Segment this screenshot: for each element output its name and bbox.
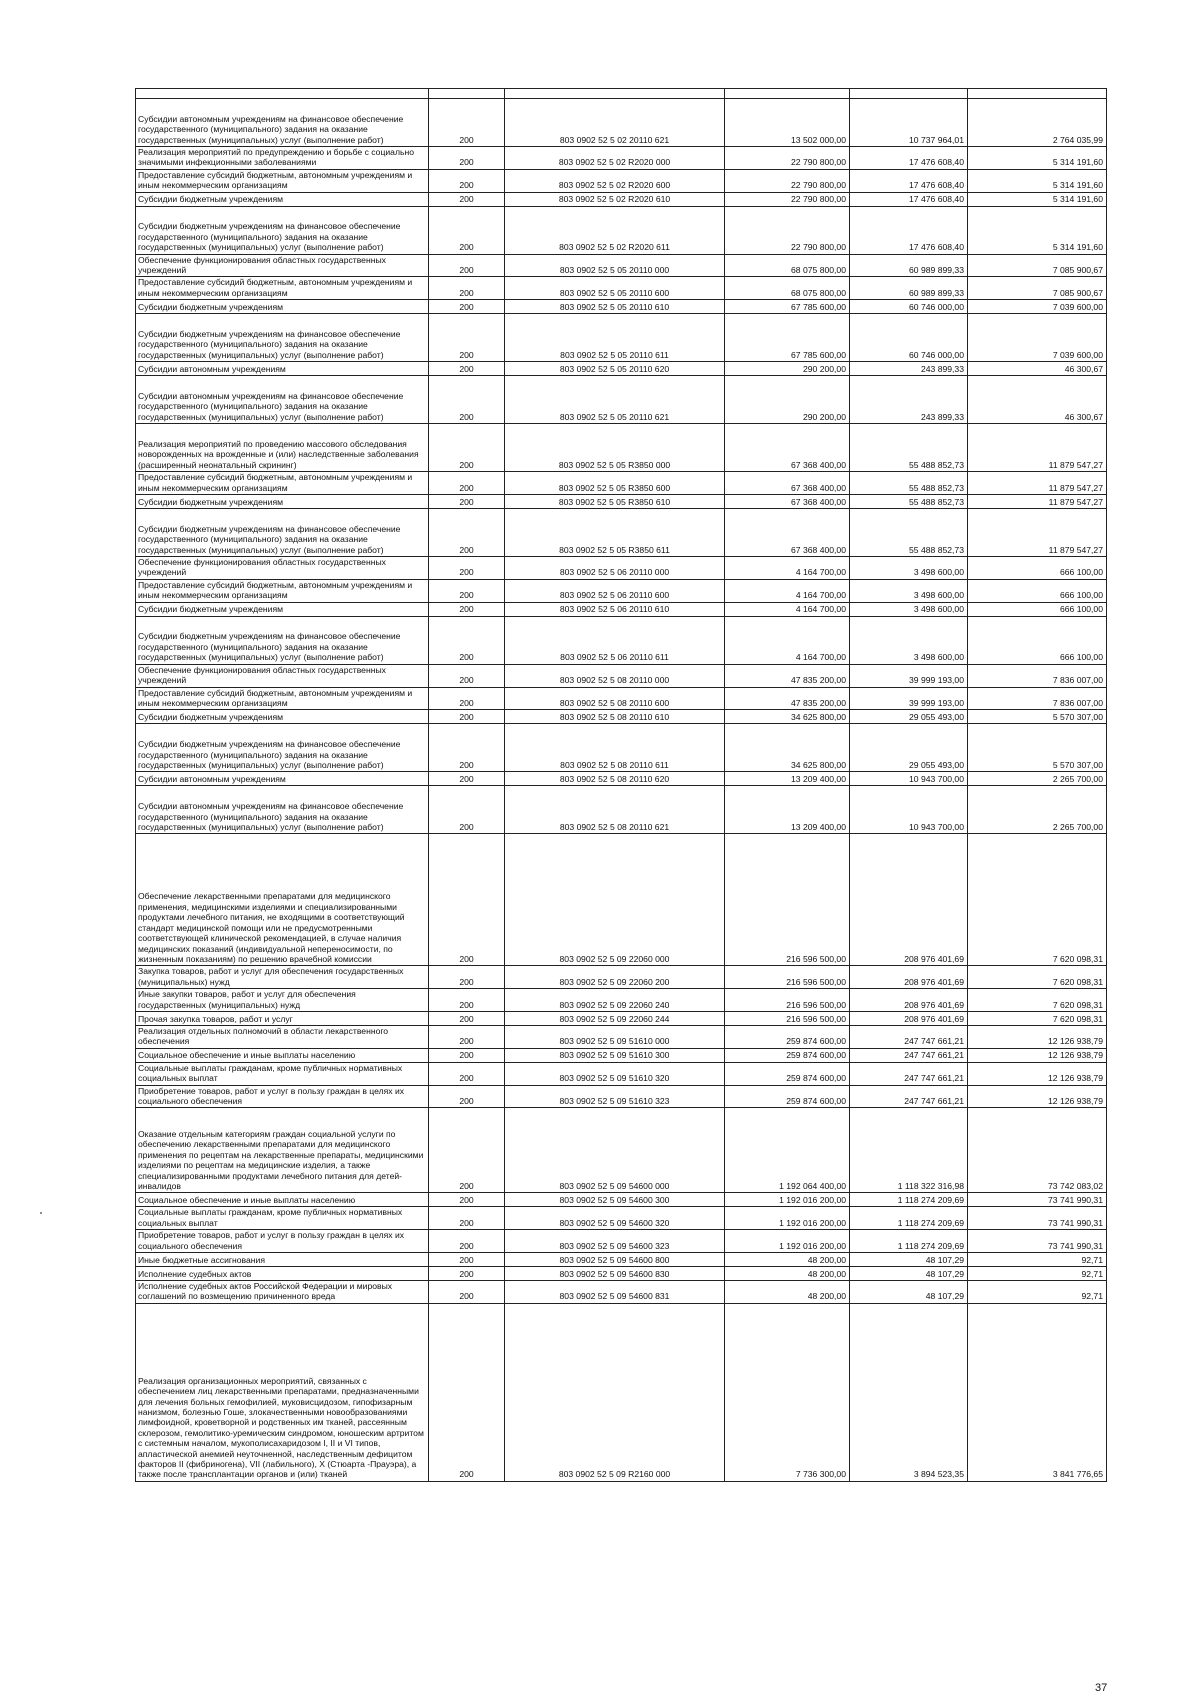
row-name: Реализация мероприятий по проведению массового обследования новорожденных на врожденные и (или) наследственные заболевания (расширенный неонатальный скрининг) [136, 424, 429, 472]
unexecuted-amount: 2 265 700,00 [968, 772, 1107, 786]
executed-amount: 55 488 852,73 [850, 509, 968, 557]
admin-code: 200 [429, 772, 505, 786]
row-name: Социальные выплаты гражданам, кроме публичных нормативных социальных выплат [136, 1207, 429, 1230]
approved-amount: 290 200,00 [725, 376, 850, 424]
unexecuted-amount: 46 300,67 [968, 362, 1107, 376]
table-row [136, 1025, 1107, 1048]
budget-classification-code: 803 0902 52 5 09 54600 000 [505, 1108, 725, 1193]
executed-amount: 1 118 274 209,69 [850, 1207, 968, 1230]
executed-amount: 48 107,29 [850, 1281, 968, 1304]
row-name: Социальное обеспечение и иные выплаты населению [136, 1193, 429, 1207]
row-name: Социальное обеспечение и иные выплаты населению [136, 1048, 429, 1062]
executed-amount: 208 976 401,69 [850, 1011, 968, 1025]
table-row [136, 147, 1107, 170]
top-cell [136, 89, 429, 99]
table-row [136, 1062, 1107, 1085]
approved-amount: 68 075 800,00 [725, 254, 850, 277]
row-name: Обеспечение функционирования областных государственных учреждений [136, 557, 429, 580]
row-name: Субсидии бюджетным учреждениям [136, 495, 429, 509]
approved-amount: 47 835 200,00 [725, 664, 850, 687]
approved-amount: 13 502 000,00 [725, 99, 850, 147]
row-name: Прочая закупка товаров, работ и услуг [136, 1011, 429, 1025]
executed-amount: 17 476 608,40 [850, 192, 968, 206]
admin-code: 200 [429, 1048, 505, 1062]
executed-amount: 247 747 661,21 [850, 1085, 968, 1108]
unexecuted-amount: 11 879 547,27 [968, 495, 1107, 509]
unexecuted-amount: 5 314 191,60 [968, 206, 1107, 254]
row-name: Социальные выплаты гражданам, кроме публичных нормативных социальных выплат [136, 1062, 429, 1085]
row-name: Реализация мероприятий по предупреждению и борьбе с социально значимыми инфекционными заболеваниями [136, 147, 429, 170]
admin-code: 200 [429, 1193, 505, 1207]
unexecuted-amount: 12 126 938,79 [968, 1025, 1107, 1048]
approved-amount: 34 625 800,00 [725, 724, 850, 772]
row-name: Субсидии автономным учреждениям на финансовое обеспечение государственного (муниципального) задания на оказание государственных (муниципальных) услуг (выполнение работ) [136, 376, 429, 424]
admin-code: 200 [429, 1281, 505, 1304]
table-row [136, 509, 1107, 557]
unexecuted-amount: 5 314 191,60 [968, 169, 1107, 192]
table-row [136, 989, 1107, 1012]
top-cell [505, 89, 725, 99]
executed-amount: 55 488 852,73 [850, 472, 968, 495]
admin-code: 200 [429, 1025, 505, 1048]
executed-amount: 60 746 000,00 [850, 300, 968, 314]
executed-amount: 60 989 899,33 [850, 254, 968, 277]
executed-amount: 247 747 661,21 [850, 1062, 968, 1085]
budget-classification-code: 803 0902 52 5 09 54600 800 [505, 1253, 725, 1267]
table-row [136, 834, 1107, 966]
unexecuted-amount: 666 100,00 [968, 616, 1107, 664]
budget-classification-code: 803 0902 52 5 08 20110 610 [505, 710, 725, 724]
unexecuted-amount: 73 741 990,31 [968, 1193, 1107, 1207]
budget-classification-code: 803 0902 52 5 02 R2020 000 [505, 147, 725, 170]
table-row [136, 277, 1107, 300]
row-name: Предоставление субсидий бюджетным, автономным учреждениям и иным некоммерческим организациям [136, 687, 429, 710]
approved-amount: 1 192 064 400,00 [725, 1108, 850, 1193]
approved-amount: 67 368 400,00 [725, 424, 850, 472]
executed-amount: 3 498 600,00 [850, 616, 968, 664]
budget-classification-code: 803 0902 52 5 09 22060 240 [505, 989, 725, 1012]
row-name: Закупка товаров, работ и услуг для обеспечения государственных (муниципальных) нужд [136, 966, 429, 989]
unexecuted-amount: 3 841 776,65 [968, 1303, 1107, 1481]
budget-classification-code: 803 0902 52 5 09 54600 831 [505, 1281, 725, 1304]
executed-amount: 10 943 700,00 [850, 786, 968, 834]
approved-amount: 48 200,00 [725, 1253, 850, 1267]
approved-amount: 48 200,00 [725, 1281, 850, 1304]
budget-classification-code: 803 0902 52 5 08 20110 000 [505, 664, 725, 687]
budget-classification-code: 803 0902 52 5 09 51610 300 [505, 1048, 725, 1062]
row-name: Оказание отдельным категориям граждан социальной услуги по обеспечению лекарственными препаратами для медицинского применения по рецептам на лекарственные препараты, медицинскими изделиями по рецептам на медицинские изделия, а также специализированными продуктами лечебного питания для детей-инвалидов [136, 1108, 429, 1193]
admin-code: 200 [429, 834, 505, 966]
approved-amount: 1 192 016 200,00 [725, 1207, 850, 1230]
table-row [136, 1048, 1107, 1062]
executed-amount: 48 107,29 [850, 1253, 968, 1267]
budget-classification-code: 803 0902 52 5 05 R3850 611 [505, 509, 725, 557]
approved-amount: 34 625 800,00 [725, 710, 850, 724]
executed-amount: 55 488 852,73 [850, 495, 968, 509]
admin-code: 200 [429, 786, 505, 834]
approved-amount: 22 790 800,00 [725, 206, 850, 254]
unexecuted-amount: 2 265 700,00 [968, 786, 1107, 834]
unexecuted-amount: 5 314 191,60 [968, 192, 1107, 206]
unexecuted-amount: 7 085 900,67 [968, 254, 1107, 277]
row-name: Субсидии автономным учреждениям на финансовое обеспечение государственного (муниципального) задания на оказание государственных (муниципальных) услуг (выполнение работ) [136, 786, 429, 834]
row-name: Предоставление субсидий бюджетным, автономным учреждениям и иным некоммерческим организациям [136, 579, 429, 602]
admin-code: 200 [429, 169, 505, 192]
executed-amount: 10 943 700,00 [850, 772, 968, 786]
table-row [136, 1207, 1107, 1230]
unexecuted-amount: 12 126 938,79 [968, 1085, 1107, 1108]
unexecuted-amount: 73 741 990,31 [968, 1230, 1107, 1253]
unexecuted-amount: 7 620 098,31 [968, 989, 1107, 1012]
table-row [136, 1267, 1107, 1281]
approved-amount: 22 790 800,00 [725, 147, 850, 170]
table-row [136, 1011, 1107, 1025]
approved-amount: 259 874 600,00 [725, 1048, 850, 1062]
budget-classification-code: 803 0902 52 5 09 54600 320 [505, 1207, 725, 1230]
unexecuted-amount: 12 126 938,79 [968, 1062, 1107, 1085]
admin-code: 200 [429, 206, 505, 254]
top-cell [968, 89, 1107, 99]
unexecuted-amount: 7 039 600,00 [968, 300, 1107, 314]
budget-classification-code: 803 0902 52 5 02 20110 621 [505, 99, 725, 147]
budget-classification-code: 803 0902 52 5 05 20110 611 [505, 314, 725, 362]
row-name: Приобретение товаров, работ и услуг в пользу граждан в целях их социального обеспечения [136, 1085, 429, 1108]
executed-amount: 55 488 852,73 [850, 424, 968, 472]
approved-amount: 1 192 016 200,00 [725, 1230, 850, 1253]
budget-classification-code: 803 0902 52 5 06 20110 600 [505, 579, 725, 602]
executed-amount: 48 107,29 [850, 1267, 968, 1281]
admin-code: 200 [429, 989, 505, 1012]
budget-classification-code: 803 0902 52 5 05 R3850 600 [505, 472, 725, 495]
unexecuted-amount: 2 764 035,99 [968, 99, 1107, 147]
budget-execution-table [135, 88, 1107, 1482]
budget-classification-code: 803 0902 52 5 08 20110 600 [505, 687, 725, 710]
table-row [136, 710, 1107, 724]
executed-amount: 243 899,33 [850, 362, 968, 376]
row-name: Предоставление субсидий бюджетным, автономным учреждениям и иным некоммерческим организациям [136, 472, 429, 495]
row-name: Субсидии бюджетным учреждениям на финансовое обеспечение государственного (муниципального) задания на оказание государственных (муниципальных) услуг (выполнение работ) [136, 616, 429, 664]
approved-amount: 259 874 600,00 [725, 1085, 850, 1108]
budget-classification-code: 803 0902 52 5 09 22060 000 [505, 834, 725, 966]
admin-code: 200 [429, 376, 505, 424]
table-row [136, 1108, 1107, 1193]
table-row [136, 314, 1107, 362]
executed-amount: 39 999 193,00 [850, 664, 968, 687]
budget-classification-code: 803 0902 52 5 06 20110 610 [505, 602, 725, 616]
admin-code: 200 [429, 724, 505, 772]
admin-code: 200 [429, 1085, 505, 1108]
table-row [136, 169, 1107, 192]
table-row [136, 664, 1107, 687]
admin-code: 200 [429, 1303, 505, 1481]
approved-amount: 216 596 500,00 [725, 966, 850, 989]
row-name: Субсидии бюджетным учреждениям на финансовое обеспечение государственного (муниципального) задания на оказание государственных (муниципальных) услуг (выполнение работ) [136, 314, 429, 362]
table-row [136, 99, 1107, 147]
unexecuted-amount: 7 620 098,31 [968, 1011, 1107, 1025]
unexecuted-amount: 92,71 [968, 1253, 1107, 1267]
row-name: Предоставление субсидий бюджетным, автономным учреждениям и иным некоммерческим организациям [136, 277, 429, 300]
table-row [136, 254, 1107, 277]
approved-amount: 22 790 800,00 [725, 192, 850, 206]
admin-code: 200 [429, 495, 505, 509]
row-name: Субсидии автономным учреждениям [136, 772, 429, 786]
approved-amount: 216 596 500,00 [725, 1011, 850, 1025]
table-row [136, 966, 1107, 989]
unexecuted-amount: 7 620 098,31 [968, 834, 1107, 966]
table-row [136, 687, 1107, 710]
executed-amount: 1 118 274 209,69 [850, 1230, 968, 1253]
budget-classification-code: 803 0902 52 5 05 R3850 610 [505, 495, 725, 509]
approved-amount: 48 200,00 [725, 1267, 850, 1281]
row-name: Субсидии бюджетным учреждениям на финансовое обеспечение государственного (муниципального) задания на оказание государственных (муниципальных) услуг (выполнение работ) [136, 724, 429, 772]
unexecuted-amount: 7 620 098,31 [968, 966, 1107, 989]
row-name: Обеспечение функционирования областных государственных учреждений [136, 664, 429, 687]
approved-amount: 67 785 600,00 [725, 300, 850, 314]
budget-classification-code: 803 0902 52 5 05 20110 621 [505, 376, 725, 424]
admin-code: 200 [429, 1207, 505, 1230]
approved-amount: 67 368 400,00 [725, 509, 850, 557]
admin-code: 200 [429, 579, 505, 602]
unexecuted-amount: 73 742 083,02 [968, 1108, 1107, 1193]
table-row [136, 472, 1107, 495]
table-body [136, 89, 1107, 1482]
admin-code: 200 [429, 509, 505, 557]
admin-code: 200 [429, 664, 505, 687]
budget-classification-code: 803 0902 52 5 06 20110 000 [505, 557, 725, 580]
table-row [136, 602, 1107, 616]
executed-amount: 1 118 322 316,98 [850, 1108, 968, 1193]
budget-classification-code: 803 0902 52 5 05 20110 000 [505, 254, 725, 277]
budget-classification-code: 803 0902 52 5 05 20110 610 [505, 300, 725, 314]
approved-amount: 67 368 400,00 [725, 495, 850, 509]
approved-amount: 1 192 016 200,00 [725, 1193, 850, 1207]
admin-code: 200 [429, 616, 505, 664]
admin-code: 200 [429, 300, 505, 314]
budget-classification-code: 803 0902 52 5 02 R2020 611 [505, 206, 725, 254]
budget-classification-code: 803 0902 52 5 09 22060 244 [505, 1011, 725, 1025]
approved-amount: 259 874 600,00 [725, 1062, 850, 1085]
table-row [136, 579, 1107, 602]
admin-code: 200 [429, 147, 505, 170]
executed-amount: 3 498 600,00 [850, 602, 968, 616]
budget-classification-code: 803 0902 52 5 02 R2020 600 [505, 169, 725, 192]
executed-amount: 17 476 608,40 [850, 206, 968, 254]
admin-code: 200 [429, 602, 505, 616]
admin-code: 200 [429, 1011, 505, 1025]
budget-classification-code: 803 0902 52 5 08 20110 611 [505, 724, 725, 772]
table-row [136, 557, 1107, 580]
unexecuted-amount: 92,71 [968, 1281, 1107, 1304]
approved-amount: 7 736 300,00 [725, 1303, 850, 1481]
unexecuted-amount: 5 314 191,60 [968, 147, 1107, 170]
table-row [136, 495, 1107, 509]
budget-classification-code: 803 0902 52 5 09 54600 323 [505, 1230, 725, 1253]
executed-amount: 208 976 401,69 [850, 966, 968, 989]
table-row [136, 724, 1107, 772]
admin-code: 200 [429, 472, 505, 495]
table-row [136, 1303, 1107, 1481]
unexecuted-amount: 7 039 600,00 [968, 314, 1107, 362]
row-name: Реализация организационных мероприятий, связанных с обеспечением лиц лекарственными препаратами, предназначенными для лечения больных гемофилией, муковисцидозом, гипофизарным нанизмом, болезнью Гоше, злокачественными новообразованиями лимфоидной, кроветворной и родственных им тканей, рассеянным склерозом, гемолитико-уремическим синдромом, юношеским артритом с системным началом, мукополисахаридозом I, II и VI типов, апластической анемией неуточненной, наследственным дефицитом факторов II (фибриногена), VII (лабильного), X (Стюарта -Прауэра), а также после трансплантации органов и (или) тканей [136, 1303, 429, 1481]
table-row [136, 424, 1107, 472]
approved-amount: 4 164 700,00 [725, 616, 850, 664]
executed-amount: 29 055 493,00 [850, 724, 968, 772]
admin-code: 200 [429, 1108, 505, 1193]
unexecuted-amount: 73 741 990,31 [968, 1207, 1107, 1230]
budget-classification-code: 803 0902 52 5 09 51610 000 [505, 1025, 725, 1048]
row-name: Приобретение товаров, работ и услуг в пользу граждан в целях их социального обеспечения [136, 1230, 429, 1253]
row-name: Иные бюджетные ассигнования [136, 1253, 429, 1267]
table-row [136, 1253, 1107, 1267]
table-row [136, 1193, 1107, 1207]
unexecuted-amount: 11 879 547,27 [968, 472, 1107, 495]
table-row [136, 206, 1107, 254]
table-row [136, 1281, 1107, 1304]
table-row [136, 192, 1107, 206]
executed-amount: 3 498 600,00 [850, 579, 968, 602]
budget-classification-code: 803 0902 52 5 08 20110 621 [505, 786, 725, 834]
admin-code: 200 [429, 254, 505, 277]
approved-amount: 13 209 400,00 [725, 786, 850, 834]
unexecuted-amount: 666 100,00 [968, 602, 1107, 616]
admin-code: 200 [429, 1253, 505, 1267]
row-name: Субсидии бюджетным учреждениям на финансовое обеспечение государственного (муниципального) задания на оказание государственных (муниципальных) услуг (выполнение работ) [136, 206, 429, 254]
unexecuted-amount: 7 085 900,67 [968, 277, 1107, 300]
admin-code: 200 [429, 314, 505, 362]
row-name: Иные закупки товаров, работ и услуг для обеспечения государственных (муниципальных) нужд [136, 989, 429, 1012]
budget-classification-code: 803 0902 52 5 09 R2160 000 [505, 1303, 725, 1481]
admin-code: 200 [429, 424, 505, 472]
budget-classification-code: 803 0902 52 5 09 22060 200 [505, 966, 725, 989]
budget-classification-code: 803 0902 52 5 09 51610 323 [505, 1085, 725, 1108]
unexecuted-amount: 7 836 007,00 [968, 687, 1107, 710]
executed-amount: 39 999 193,00 [850, 687, 968, 710]
table-row [136, 362, 1107, 376]
unexecuted-amount: 5 570 307,00 [968, 710, 1107, 724]
unexecuted-amount: 666 100,00 [968, 557, 1107, 580]
unexecuted-amount: 5 570 307,00 [968, 724, 1107, 772]
admin-code: 200 [429, 557, 505, 580]
top-cell [850, 89, 968, 99]
admin-code: 200 [429, 1267, 505, 1281]
budget-classification-code: 803 0902 52 5 05 20110 620 [505, 362, 725, 376]
table-row [136, 616, 1107, 664]
executed-amount: 3 498 600,00 [850, 557, 968, 580]
row-name: Реализация отдельных полномочий в области лекарственного обеспечения [136, 1025, 429, 1048]
executed-amount: 247 747 661,21 [850, 1025, 968, 1048]
row-name: Предоставление субсидий бюджетным, автономным учреждениям и иным некоммерческим организациям [136, 169, 429, 192]
budget-classification-code: 803 0902 52 5 05 R3850 000 [505, 424, 725, 472]
budget-classification-code: 803 0902 52 5 09 54600 300 [505, 1193, 725, 1207]
top-cell [725, 89, 850, 99]
row-name: Субсидии бюджетным учреждениям [136, 602, 429, 616]
approved-amount: 67 785 600,00 [725, 314, 850, 362]
budget-classification-code: 803 0902 52 5 09 54600 830 [505, 1267, 725, 1281]
admin-code: 200 [429, 1062, 505, 1085]
row-name: Субсидии бюджетным учреждениям [136, 710, 429, 724]
table-top-row [136, 89, 1107, 99]
row-name: Обеспечение лекарственными препаратами для медицинского применения, медицинскими изделиями и специализированными продуктами лечебного питания, не входящими в соответствующий стандарт медицинской помощи или не предусмотренными соответствующей клинической рекомендацией, в случае наличия медицинских показаний (индивидуальной непереносимости, по жизненным показаниям) по решению врачебной комиссии [136, 834, 429, 966]
executed-amount: 208 976 401,69 [850, 834, 968, 966]
approved-amount: 4 164 700,00 [725, 557, 850, 580]
admin-code: 200 [429, 1230, 505, 1253]
table-row [136, 376, 1107, 424]
approved-amount: 4 164 700,00 [725, 579, 850, 602]
executed-amount: 1 118 274 209,69 [850, 1193, 968, 1207]
approved-amount: 47 835 200,00 [725, 687, 850, 710]
executed-amount: 243 899,33 [850, 376, 968, 424]
row-name: Исполнение судебных актов Российской Федерации и мировых соглашений по возмещению причиненного вреда [136, 1281, 429, 1304]
unexecuted-amount: 666 100,00 [968, 579, 1107, 602]
page-number: 37 [1095, 1682, 1108, 1694]
executed-amount: 60 746 000,00 [850, 314, 968, 362]
approved-amount: 67 368 400,00 [725, 472, 850, 495]
unexecuted-amount: 11 879 547,27 [968, 424, 1107, 472]
budget-classification-code: 803 0902 52 5 09 51610 320 [505, 1062, 725, 1085]
approved-amount: 290 200,00 [725, 362, 850, 376]
budget-classification-code: 803 0902 52 5 06 20110 611 [505, 616, 725, 664]
budget-classification-code: 803 0902 52 5 08 20110 620 [505, 772, 725, 786]
admin-code: 200 [429, 277, 505, 300]
table-row [136, 772, 1107, 786]
table-row [136, 786, 1107, 834]
row-name: Субсидии автономным учреждениям на финансовое обеспечение государственного (муниципального) задания на оказание государственных (муниципальных) услуг (выполнение работ) [136, 99, 429, 147]
unexecuted-amount: 11 879 547,27 [968, 509, 1107, 557]
unexecuted-amount: 92,71 [968, 1267, 1107, 1281]
table-row [136, 300, 1107, 314]
admin-code: 200 [429, 687, 505, 710]
approved-amount: 259 874 600,00 [725, 1025, 850, 1048]
executed-amount: 208 976 401,69 [850, 989, 968, 1012]
executed-amount: 3 894 523,35 [850, 1303, 968, 1481]
approved-amount: 216 596 500,00 [725, 834, 850, 966]
approved-amount: 216 596 500,00 [725, 989, 850, 1012]
executed-amount: 17 476 608,40 [850, 147, 968, 170]
row-name: Субсидии автономным учреждениям [136, 362, 429, 376]
approved-amount: 13 209 400,00 [725, 772, 850, 786]
admin-code: 200 [429, 192, 505, 206]
row-name: Субсидии бюджетным учреждениям [136, 300, 429, 314]
row-name: Исполнение судебных актов [136, 1267, 429, 1281]
executed-amount: 60 989 899,33 [850, 277, 968, 300]
admin-code: 200 [429, 99, 505, 147]
budget-classification-code: 803 0902 52 5 02 R2020 610 [505, 192, 725, 206]
table-row [136, 1230, 1107, 1253]
unexecuted-amount: 46 300,67 [968, 376, 1107, 424]
approved-amount: 4 164 700,00 [725, 602, 850, 616]
unexecuted-amount: 7 836 007,00 [968, 664, 1107, 687]
scan-speck [40, 1212, 42, 1214]
row-name: Обеспечение функционирования областных государственных учреждений [136, 254, 429, 277]
top-cell [429, 89, 505, 99]
row-name: Субсидии бюджетным учреждениям [136, 192, 429, 206]
executed-amount: 17 476 608,40 [850, 169, 968, 192]
approved-amount: 22 790 800,00 [725, 169, 850, 192]
admin-code: 200 [429, 966, 505, 989]
admin-code: 200 [429, 362, 505, 376]
admin-code: 200 [429, 710, 505, 724]
unexecuted-amount: 12 126 938,79 [968, 1048, 1107, 1062]
executed-amount: 247 747 661,21 [850, 1048, 968, 1062]
budget-classification-code: 803 0902 52 5 05 20110 600 [505, 277, 725, 300]
table-row [136, 1085, 1107, 1108]
approved-amount: 68 075 800,00 [725, 277, 850, 300]
row-name: Субсидии бюджетным учреждениям на финансовое обеспечение государственного (муниципального) задания на оказание государственных (муниципальных) услуг (выполнение работ) [136, 509, 429, 557]
executed-amount: 10 737 964,01 [850, 99, 968, 147]
executed-amount: 29 055 493,00 [850, 710, 968, 724]
